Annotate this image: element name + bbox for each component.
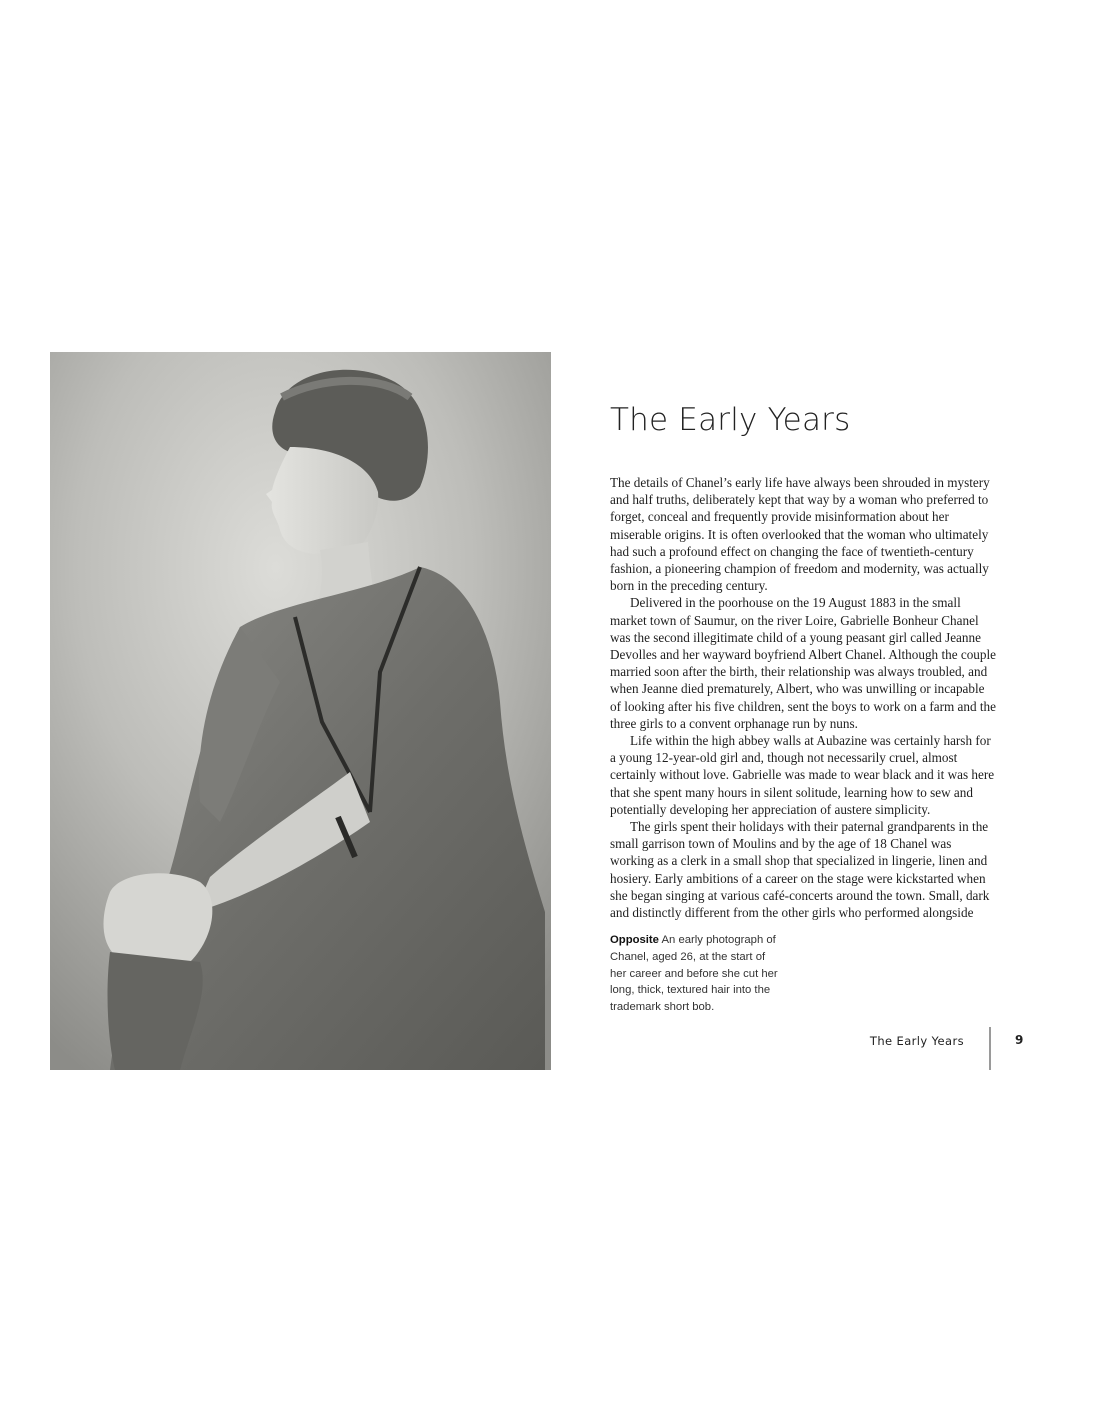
paragraph-3: Life within the high abbey walls at Aubazine was certainly harsh for a young 12-year-old girl and, though not necessarily cruel, almost certainly without love. Gabrielle was made to wear black and it was here that she spent many hours in silent solitude, learning how to sew and potentially developing her appreciation of austere simplicity. [610, 733, 995, 817]
chapter-title: The Early Years [610, 402, 851, 438]
caption-text: An early photograph of Chanel, aged 26, at the start of her career and before she cut her long, thick, textured hair into the trademark short bob. [610, 934, 778, 1014]
body-text [610, 474, 996, 921]
portrait-photograph [50, 352, 551, 1070]
photo-caption [610, 932, 782, 1016]
paragraph-2: Delivered in the poorhouse on the 19 August 1883 in the small market town of Saumur, on the river Loire, Gabrielle Bonheur Chanel was the second illegitimate child of a young peasant girl called Jeanne Devolles and her wayward boyfriend Albert Chanel. Although the couple married soon after the birth, their relationship was always troubled, and when Jeanne died prematurely, Albert, who was unwilling or incapable of looking after his five children, sent the boys to work on a farm and the three girls to a convent orphanage run by nuns. [610, 595, 996, 731]
paragraph-4: The girls spent their holidays with their paternal grandparents in the small garrison town of Moulins and by the age of 18 Chanel was working as a clerk in a small shop that specialized in lingerie, linen and hosiery. Early ambitions of a career on the stage were kickstarted when she began singing at various café-concerts around the town. Small, dark and distinctly different from the other girls who performed alongside [610, 819, 990, 921]
page-footer [860, 1027, 1040, 1071]
page-number: 9 [1015, 1033, 1024, 1047]
caption-lead: Opposite [610, 934, 659, 946]
running-head: The Early Years [869, 1034, 964, 1048]
footer-divider [989, 1027, 991, 1070]
paragraph-1: The details of Chanel’s early life have always been shrouded in mystery and half truths, deliberately kept that way by a woman who preferred to forget, conceal and frequently provide misinformation about her miserable origins. It is often overlooked that the woman who ultimately had such a profound effect on changing the face of twentieth-century fashion, a pioneering champion of freedom and modernity, was actually born in the preceding century. [610, 475, 990, 594]
portrait-illustration [50, 352, 551, 1070]
